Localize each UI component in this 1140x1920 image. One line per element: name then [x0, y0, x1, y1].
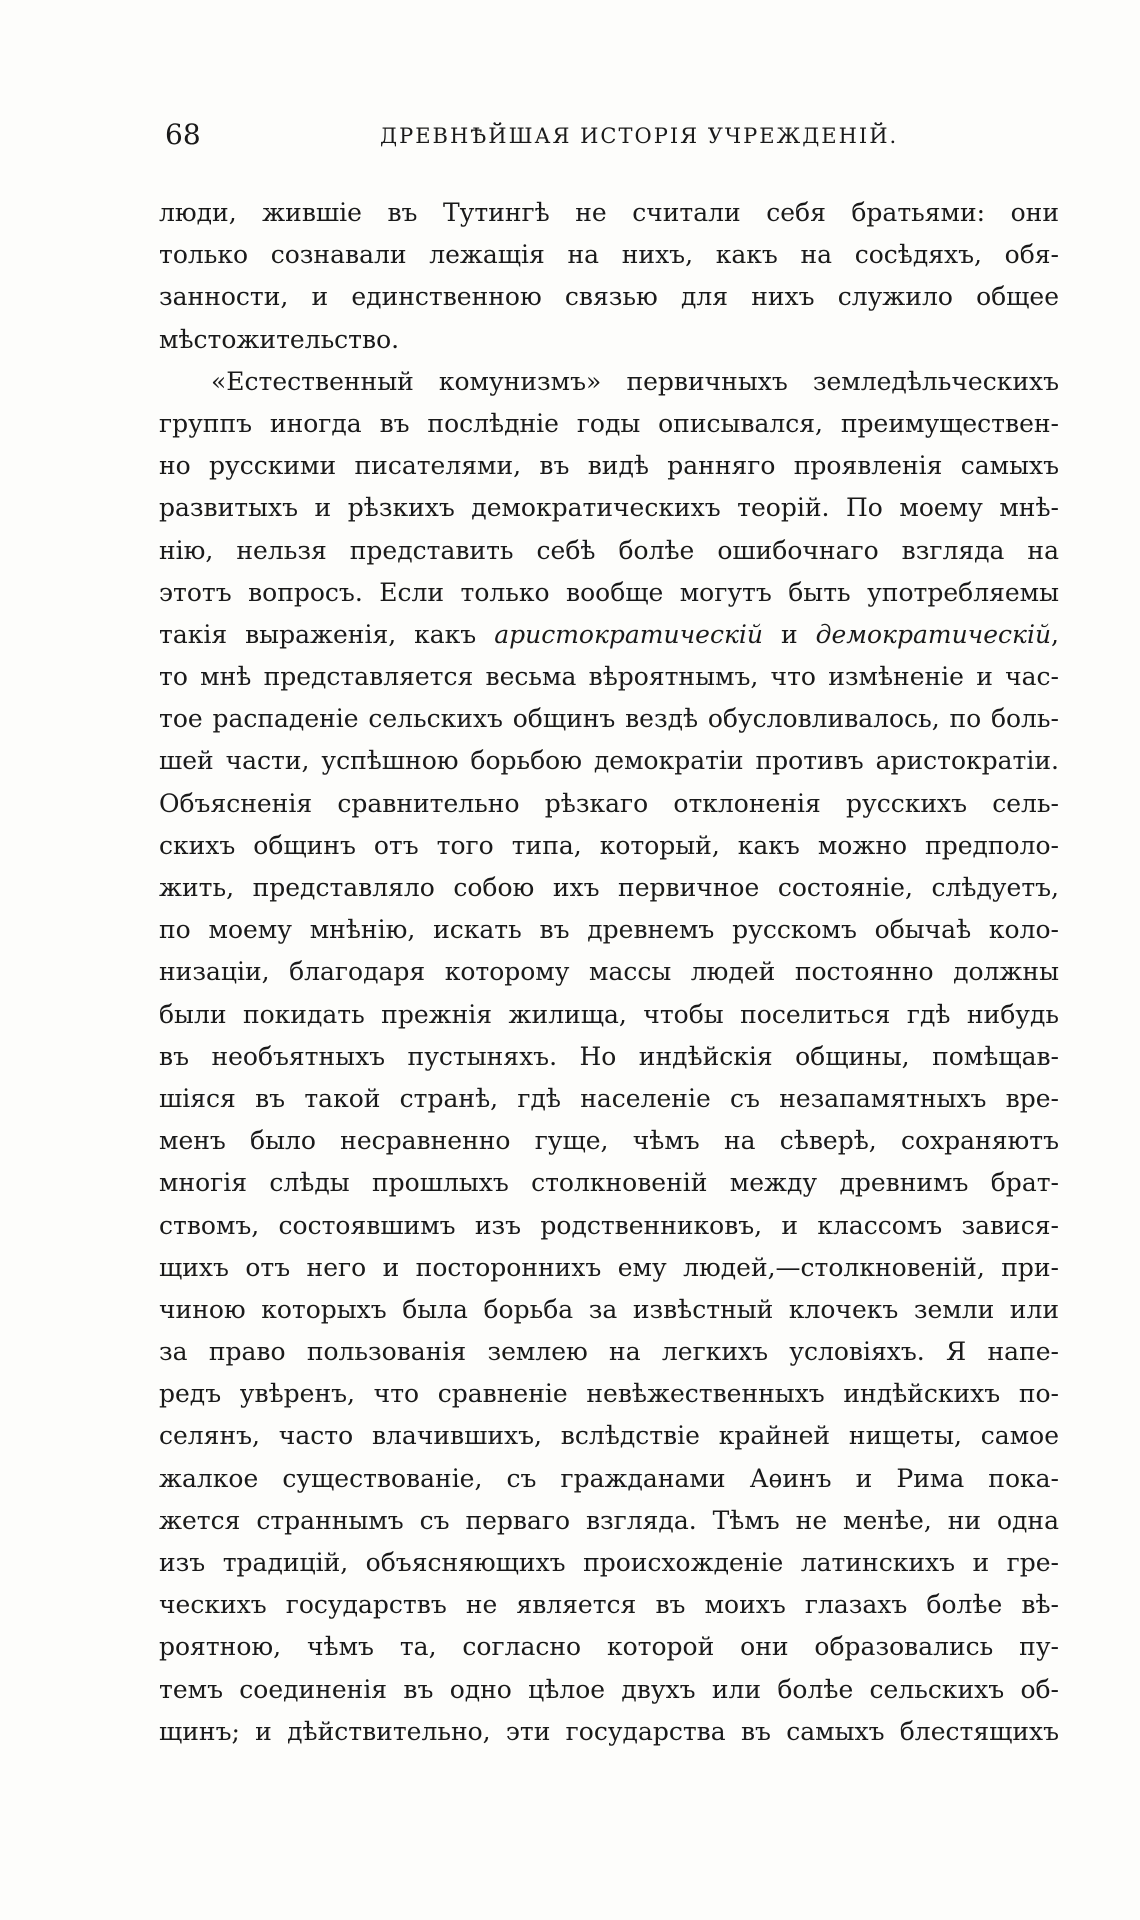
text-line: люди, жившіе въ Тутингѣ не считали себя братьями: они	[159, 198, 1059, 227]
text-line: чиною которыхъ была борьба за извѣстный клочекъ земли или	[159, 1294, 1059, 1324]
page-header	[155, 118, 1055, 158]
text-line: но русскими писателями, въ видѣ ранняго проявленія самыхъ	[159, 451, 1059, 481]
text-line: селянъ, часто влачившихъ, вслѣдствіе крайней нищеты, самое	[159, 1421, 1059, 1451]
text-line: роятною, чѣмъ та, согласно которой они образовались пу-	[159, 1632, 1059, 1662]
body-text	[159, 192, 1059, 1753]
text-line: занности, и единственною связью для нихъ служило общее	[159, 282, 1059, 312]
text-line: темъ соединенія въ одно цѣлое двухъ или болѣе сельскихъ об-	[159, 1674, 1059, 1704]
text-line: низаціи, благодаря которому массы людей постоянно должны	[159, 957, 1059, 987]
italic-term: демократическій	[815, 619, 1052, 649]
text-line: въ необъятныхъ пустыняхъ. Но индѣйскія общины, помѣщав-	[159, 1041, 1059, 1071]
text-line: жалкое существованіе, съ гражданами Аѳинъ и Рима пока-	[159, 1463, 1059, 1493]
text-line: ствомъ, состоявшимъ изъ родственниковъ, и классомъ завися-	[159, 1210, 1059, 1240]
text-line: мѣстожительство.	[159, 324, 400, 354]
text-line: развитыхъ и рѣзкихъ демократическихъ теорій. По моему мнѣ-	[159, 493, 1059, 523]
line-text: ,	[1051, 619, 1059, 649]
page-number: 68	[165, 118, 201, 151]
line-text: такія выраженія, какъ	[159, 619, 495, 649]
italic-term: аристократическій	[494, 619, 763, 649]
text-line-with-italics	[159, 614, 1059, 656]
text-line: тое распаденіе сельскихъ общинъ вездѣ обусловливалось, по боль-	[159, 704, 1059, 734]
text-line: менъ было несравненно гуще, чѣмъ на сѣверѣ, сохраняютъ	[159, 1126, 1059, 1156]
text-line: шіяся въ такой странѣ, гдѣ населеніе съ незапамятныхъ вре-	[159, 1083, 1059, 1113]
text-line: только сознавали лежащія на нихъ, какъ на сосѣдяхъ, обя-	[159, 240, 1059, 270]
text-line: жить, представляло собою ихъ первичное состояніе, слѣдуетъ,	[159, 873, 1059, 902]
text-line: многія слѣды прошлыхъ столкновеній между древнимъ брат-	[159, 1168, 1059, 1198]
text-line: по моему мнѣнію, искать въ древнемъ русскомъ обычаѣ коло-	[159, 915, 1059, 945]
text-line: ческихъ государствъ не является въ моихъ глазахъ болѣе вѣ-	[159, 1590, 1059, 1620]
text-line: шей части, успѣшною борьбою демократіи противъ аристократіи.	[159, 746, 1059, 776]
line-text: и	[762, 619, 816, 649]
text-line: изъ традицій, объясняющихъ происхожденіе латинскихъ и гре-	[159, 1548, 1059, 1577]
text-line: то мнѣ представляется весьма вѣроятнымъ, что измѣненіе и час-	[159, 662, 1059, 692]
text-line: этотъ вопросъ. Если только вообще могутъ быть употребляемы	[159, 577, 1059, 607]
text-line: за право пользованія землею на легкихъ условіяхъ. Я напе-	[159, 1337, 1059, 1367]
text-line: щинъ; и дѣйствительно, эти государства въ самыхъ блестящихъ	[159, 1716, 1059, 1746]
text-line: щихъ отъ него и постороннихъ ему людей,—столкновеній, при-	[159, 1252, 1059, 1282]
text-line: жется страннымъ съ перваго взгляда. Тѣмъ не менѣе, ни одна	[159, 1505, 1059, 1535]
text-line: скихъ общинъ отъ того типа, который, какъ можно предполо-	[159, 830, 1059, 860]
text-line: Объясненія сравнительно рѣзкаго отклоненія русскихъ сель-	[159, 788, 1059, 818]
text-line: группъ иногда въ послѣдніе годы описывался, преимуществен-	[159, 408, 1059, 438]
text-line: нію, нельзя представить себѣ болѣе ошибочнаго взгляда на	[159, 535, 1059, 565]
text-line: редъ увѣренъ, что сравненіе невѣжественныхъ индѣйскихъ по-	[159, 1379, 1059, 1409]
text-line: были покидать прежнія жилища, чтобы поселиться гдѣ нибудь	[159, 999, 1059, 1029]
running-head: ДРЕВНѢЙШАЯ ИСТОРІЯ УЧРЕЖДЕНІЙ.	[380, 124, 899, 148]
text-line: «Естественный комунизмъ» первичныхъ земледѣльческихъ	[211, 366, 1059, 396]
